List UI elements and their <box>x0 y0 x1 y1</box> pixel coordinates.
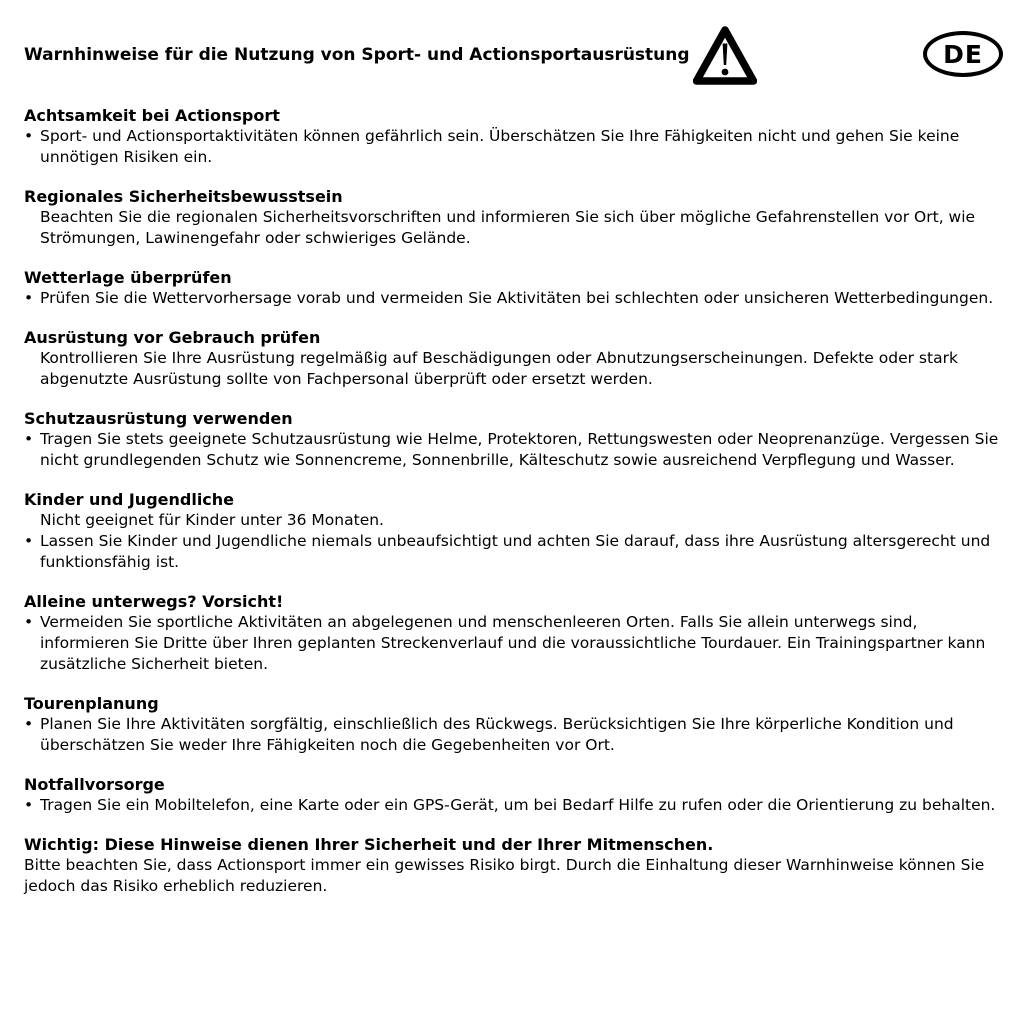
section-items <box>24 126 1005 168</box>
indent-spacer <box>24 510 40 531</box>
item-text: Tragen Sie ein Mobiltelefon, eine Karte oder ein GPS-Gerät, um bei Bedarf Hilfe zu rufen oder die Orientierung zu behalten. <box>40 796 996 814</box>
bullet-item <box>24 531 1005 573</box>
bullet-marker: • <box>24 127 34 145</box>
item-text: Nicht geeignet für Kinder unter 36 Monaten. <box>40 511 384 529</box>
warning-triangle-icon <box>693 24 757 87</box>
bullet-marker: • <box>24 715 34 733</box>
section-heading: Tourenplanung <box>24 694 159 713</box>
section-items <box>24 207 1005 249</box>
language-badge-label: DE <box>943 39 983 69</box>
footer-emphasis: Wichtig: Diese Hinweise dienen Ihrer Sicherheit und der Ihrer Mitmenschen. <box>24 835 714 854</box>
bullet-marker: • <box>24 613 34 631</box>
plain-item <box>24 510 1005 531</box>
plain-item <box>24 207 1005 249</box>
section-items <box>24 429 1005 471</box>
section-heading: Ausrüstung vor Gebrauch prüfen <box>24 328 321 347</box>
plain-item <box>24 348 1005 390</box>
section-items <box>24 612 1005 675</box>
item-text: Lassen Sie Kinder und Jugendliche niemals unbeaufsichtigt und achten Sie darauf, dass ihre Ausrüstung altersgerecht und funktionsfähig ist. <box>40 532 991 571</box>
section-heading: Wetterlage überprüfen <box>24 268 232 287</box>
section-heading: Schutzausrüstung verwenden <box>24 409 293 428</box>
item-text: Vermeiden Sie sportliche Aktivitäten an abgelegenen und menschenleeren Orten. Falls Sie allein unterwegs sind, informieren Sie Dritte über Ihren geplanten Streckenverlauf und die voraussichtliche Tourdauer. Ein Trainingspartner kann zusätzliche Sicherheit bieten. <box>40 613 986 673</box>
sections <box>24 105 1005 816</box>
footer-body: Bitte beachten Sie, dass Actionsport immer ein gewisses Risiko birgt. Durch die Einhaltung dieser Warnhinweise können Sie jedoch das Risiko erheblich reduzieren. <box>24 856 985 895</box>
bullet-marker: • <box>24 796 34 814</box>
section-items <box>24 714 1005 756</box>
bullet-item <box>24 429 1005 471</box>
warning-section <box>24 693 1005 756</box>
footer <box>24 834 1005 897</box>
bullet-item <box>24 795 1005 816</box>
warning-section <box>24 327 1005 390</box>
section-heading: Regionales Sicherheitsbewusstsein <box>24 187 343 206</box>
item-text: Beachten Sie die regionalen Sicherheitsvorschriften und informieren Sie sich über mögliche Gefahrenstellen vor Ort, wie Strömungen, Lawinengefahr oder schwieriges Gelände. <box>40 208 976 247</box>
item-text: Prüfen Sie die Wettervorhersage vorab und vermeiden Sie Aktivitäten bei schlechten oder unsicheren Wetterbedingungen. <box>40 289 994 307</box>
warning-section <box>24 489 1005 573</box>
warning-section <box>24 591 1005 675</box>
section-heading: Alleine unterwegs? Vorsicht! <box>24 592 284 611</box>
bullet-marker: • <box>24 430 34 448</box>
section-heading: Kinder und Jugendliche <box>24 490 235 509</box>
warning-section <box>24 408 1005 471</box>
bullet-item <box>24 126 1005 168</box>
language-badge <box>923 31 1003 77</box>
bullet-item <box>24 288 1005 309</box>
section-items <box>24 288 1005 309</box>
section-heading: Notfallvorsorge <box>24 775 165 794</box>
section-items <box>24 795 1005 816</box>
section-heading: Achtsamkeit bei Actionsport <box>24 106 280 125</box>
warning-section <box>24 267 1005 309</box>
indent-spacer <box>24 207 40 249</box>
item-text: Tragen Sie stets geeignete Schutzausrüstung wie Helme, Protektoren, Rettungswesten oder Neoprenanzüge. Vergessen Sie nicht grundlegenden Schutz wie Sonnencreme, Sonnenbrille, Kälteschutz sowie ausreichend Verpflegung und Wasser. <box>40 430 999 469</box>
bullet-item <box>24 714 1005 756</box>
warning-section <box>24 105 1005 168</box>
section-items <box>24 348 1005 390</box>
warning-section <box>24 186 1005 249</box>
warning-section <box>24 774 1005 816</box>
bullet-marker: • <box>24 532 34 550</box>
bullet-item <box>24 612 1005 675</box>
header <box>24 0 1005 87</box>
item-text: Sport- und Actionsportaktivitäten können gefährlich sein. Überschätzen Sie Ihre Fähigkeiten nicht und gehen Sie keine unnötigen Risiken ein. <box>40 127 960 166</box>
bullet-marker: • <box>24 289 34 307</box>
item-text: Planen Sie Ihre Aktivitäten sorgfältig, einschließlich des Rückwegs. Berücksichtigen Sie Ihre körperliche Kondition und überschätzen Sie weder Ihre Fähigkeiten noch die Gegebenheiten vor Ort. <box>40 715 954 754</box>
section-items <box>24 510 1005 573</box>
page-title: Warnhinweise für die Nutzung von Sport- und Actionsportausrüstung <box>24 45 690 65</box>
item-text: Kontrollieren Sie Ihre Ausrüstung regelmäßig auf Beschädigungen oder Abnutzungserscheinungen. Defekte oder stark abgenutzte Ausrüstung sollte von Fachpersonal überprüft oder ersetzt werden. <box>40 349 958 388</box>
indent-spacer <box>24 348 40 390</box>
